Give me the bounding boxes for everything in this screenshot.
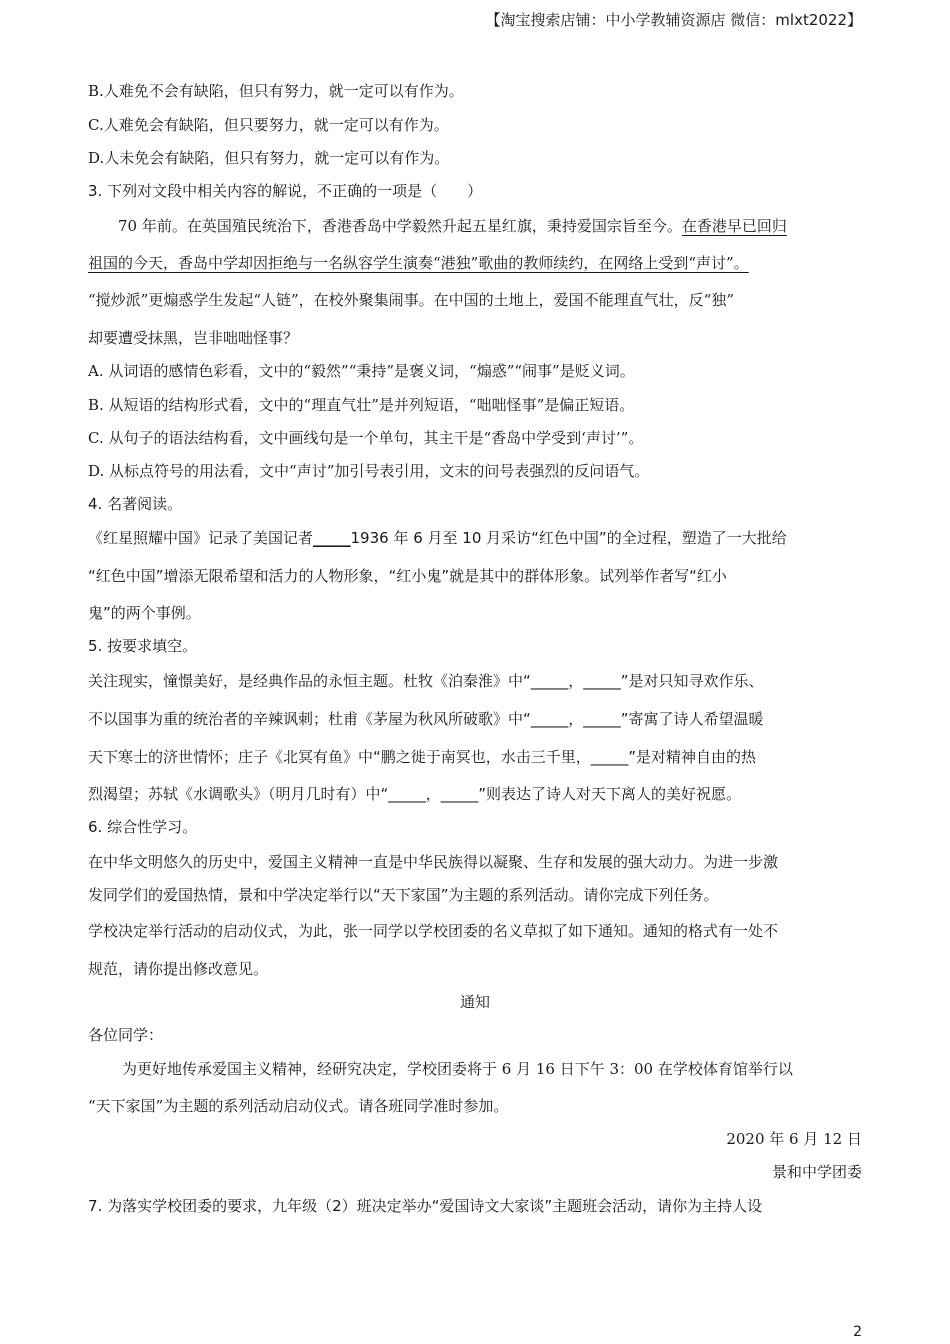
q3-passage-line-1 (118, 216, 787, 236)
q3-passage-line-4: 却要遭受抹黑，岂非咄咄怪事？ (88, 329, 299, 347)
q2-option-d: D.人未免会有缺陷，但只有努力，就一定可以有作为。 (88, 149, 450, 167)
q3-option-c: C. 从句子的语法结构看，文中画线句是一个单句，其主干是“香岛中学受到‘声讨’”。 (88, 429, 644, 447)
q2-option-b: B.人难免不会有缺陷，但只有努力，就一定可以有作为。 (88, 82, 464, 100)
q4-stem: 4. 名著阅读。 (88, 495, 183, 513)
q4-line-1 (88, 528, 787, 548)
q6-paragraph-2-line-2: 规范，请你提出修改意见。 (88, 960, 269, 978)
notice-signature: 景和中学团委 (771, 1163, 862, 1181)
q3-stem: 3. 下列对文段中相关内容的解说，不正确的一项是（ ） (88, 182, 483, 200)
q3-passage-underlined-start: 在香港早已回归 (681, 217, 787, 235)
q4-text-before: 《红星照耀中国》记录了美国记者 (88, 529, 314, 547)
notice-body-line-1: 为更好地传承爱国主义精神，经研究决定，学校团委将于 6 月 16 日下午 3：00 在学校体育馆举行以 (122, 1060, 793, 1078)
q4-text-after: 1936 年 6 月至 10 月采访“红色中国”的全过程，塑造了一大批给 (350, 529, 787, 547)
q4-line-2: “红色中国”增添无限希望和活力的人物形象，“红小鬼”就是其中的群体形象。试列举作者写“红小 (88, 567, 727, 585)
q3-passage-plain: 70 年前。在英国殖民统治下，香港香岛中学毅然升起五星红旗，秉持爱国宗旨至今。 (118, 217, 682, 235)
q3-option-d: D. 从标点符号的用法看，文中“声讨”加引号表引用，文末的问号表强烈的反问语气。 (88, 462, 650, 480)
q6-paragraph-1-line-2: 发同学们的爱国热情，景和中学决定举行以“天下家国”为主题的系列活动。请你完成下列任务。 (88, 886, 719, 904)
q3-passage-line-3: “搅炒派”更煽惑学生发起“人链”，在校外聚集闹事。在中国的土地上，爱国不能理直气壮，反“独” (88, 291, 735, 309)
notice-body-line-2: “天下家国”为主题的系列活动启动仪式。请各班同学准时参加。 (88, 1097, 509, 1115)
q6-paragraph-1-line-1: 在中华文明悠久的历史中，爱国主义精神一直是中华民族得以凝聚、生存和发展的强大动力。为进一步激 (88, 853, 779, 871)
notice-date: 2020 年 6 月 12 日 (726, 1130, 862, 1148)
q6-stem: 6. 综合性学习。 (88, 818, 198, 836)
q3-passage-line-2: 祖国的今天，香岛中学却因拒绝与一名纵容学生演奏“港独”歌曲的教师续约，在网络上受到“声讨”。 (88, 254, 749, 272)
q5-line-1: 关注现实，憧憬美好，是经典作品的永恒主题。杜牧《泊秦淮》中“_____，_____”是对只知寻欢作乐、 (88, 672, 764, 690)
q4-line-3: 鬼”的两个事例。 (88, 604, 201, 622)
q3-option-a: A. 从词语的感情色彩看，文中的“毅然”“秉持”是褒义词，“煽惑”“闹事”是贬义词。 (88, 362, 635, 380)
notice-title: 通知 (459, 993, 490, 1011)
q5-line-2: 不以国事为重的统治者的辛辣讽刺；杜甫《茅屋为秋风所破歌》中“_____，_____”寄寓了诗人希望温暖 (88, 710, 764, 728)
q6-paragraph-2-line-1: 学校决定举行活动的启动仪式，为此，张一同学以学校团委的名义草拟了如下通知。通知的格式有一处不 (88, 922, 779, 940)
q5-line-4: 烈渴望；苏轼《水调歌头》（明月几时有）中“_____，_____”则表达了诗人对天下离人的美好祝愿。 (88, 785, 742, 803)
header-shop-note: 【淘宝搜索店铺：中小学教辅资源店 微信：mlxt2022】 (485, 11, 862, 29)
q5-line-3: 天下寒士的济世情怀；庄子《北冥有鱼》中“鹏之徙于南冥也，水击三千里，_____”是对精神自由的热 (88, 748, 757, 766)
notice-greeting: 各位同学： (88, 1026, 164, 1044)
q2-option-c: C.人难免会有缺陷，但只要努力，就一定可以有作为。 (88, 116, 449, 134)
q4-answer-blank: _____ (313, 529, 351, 547)
q5-stem: 5. 按要求填空。 (88, 637, 198, 655)
page-number: 2 (853, 1324, 862, 1340)
q3-option-b: B. 从短语的结构形式看，文中的“理直气壮”是并列短语，“咄咄怪事”是偏正短语。 (88, 396, 635, 414)
q7-stem: 7. 为落实学校团委的要求，九年级（2）班决定举办“爱国诗文大家谈”主题班会活动，请你为主持人设 (88, 1197, 763, 1215)
